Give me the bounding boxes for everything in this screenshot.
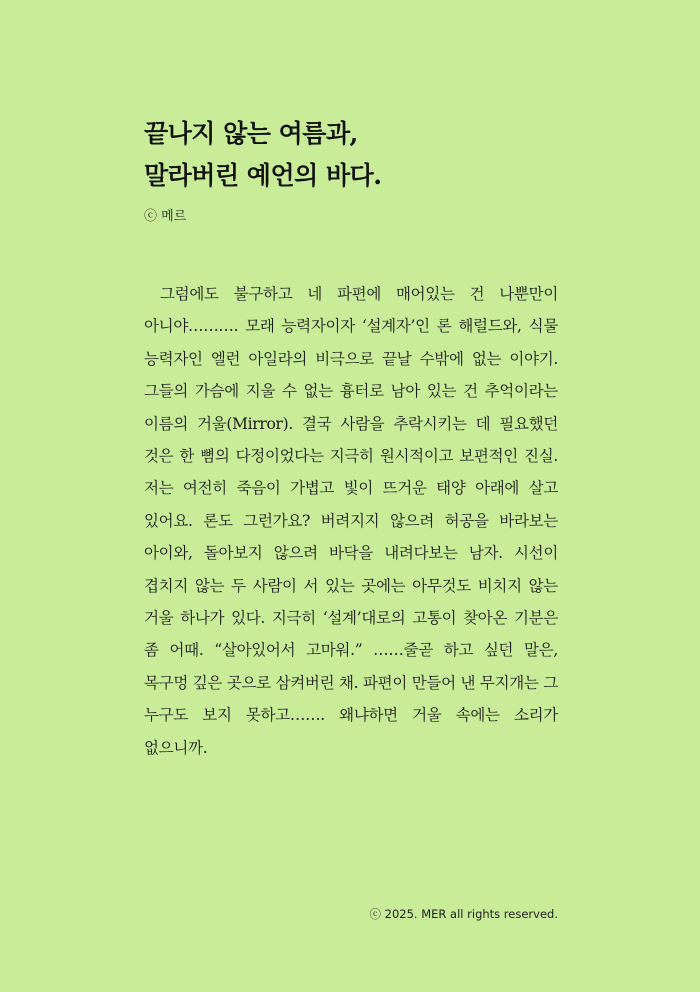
page-title xyxy=(144,113,574,197)
author-credit: ⓒ 메르 xyxy=(144,209,187,224)
copyright-footer: ⓒ 2025. MER all rights reserved. xyxy=(369,907,558,921)
body-paragraph: 그럼에도 불구하고 네 파편에 매어있는 건 나뿐만이 아니야………. 모래 능력자이자 ‘설계자’인 론 해럴드와, 식물 능력자인 엘런 아일라의 비극으로 끝날 수밖에 없는 이야기. 그들의 가슴에 지울 수 없는 흉터로 남아 있는 건 추억이라는 이름의 거울(Mirror). 결국 사람을 추락시키는 데 필요했던 것은 한 뼘의 다정이었다는 지극히 원시적이고 보편적인 진실. 저는 여전히 죽음이 가볍고 빛이 뜨거운 태양 아래에 살고 있어요. 론도 그런가요? 버려지지 않으려 허공을 바라보는 아이와, 돌아보지 않으려 바닥을 내려다보는 남자. 시선이 겹치지 않는 두 사람이 서 있는 곳에는 아무것도 비치지 않는 거울 하나가 있다. 지극히 ‘설계’대로의 고통이 찾아온 기분은 좀 어때. “살아있어서 고마워.” ……줄곧 하고 싶던 말은, 목구멍 깊은 곳으로 삼켜버린 채. 파편이 만들어 낸 무지개는 그 누구도 보지 못하고……. 왜냐하면 거울 속에는 소리가 없으니까. xyxy=(144,285,558,757)
title-line-2: 말라버린 예언의 바다. xyxy=(144,161,382,190)
title-line-1: 끝나지 않는 여름과, xyxy=(144,119,358,148)
